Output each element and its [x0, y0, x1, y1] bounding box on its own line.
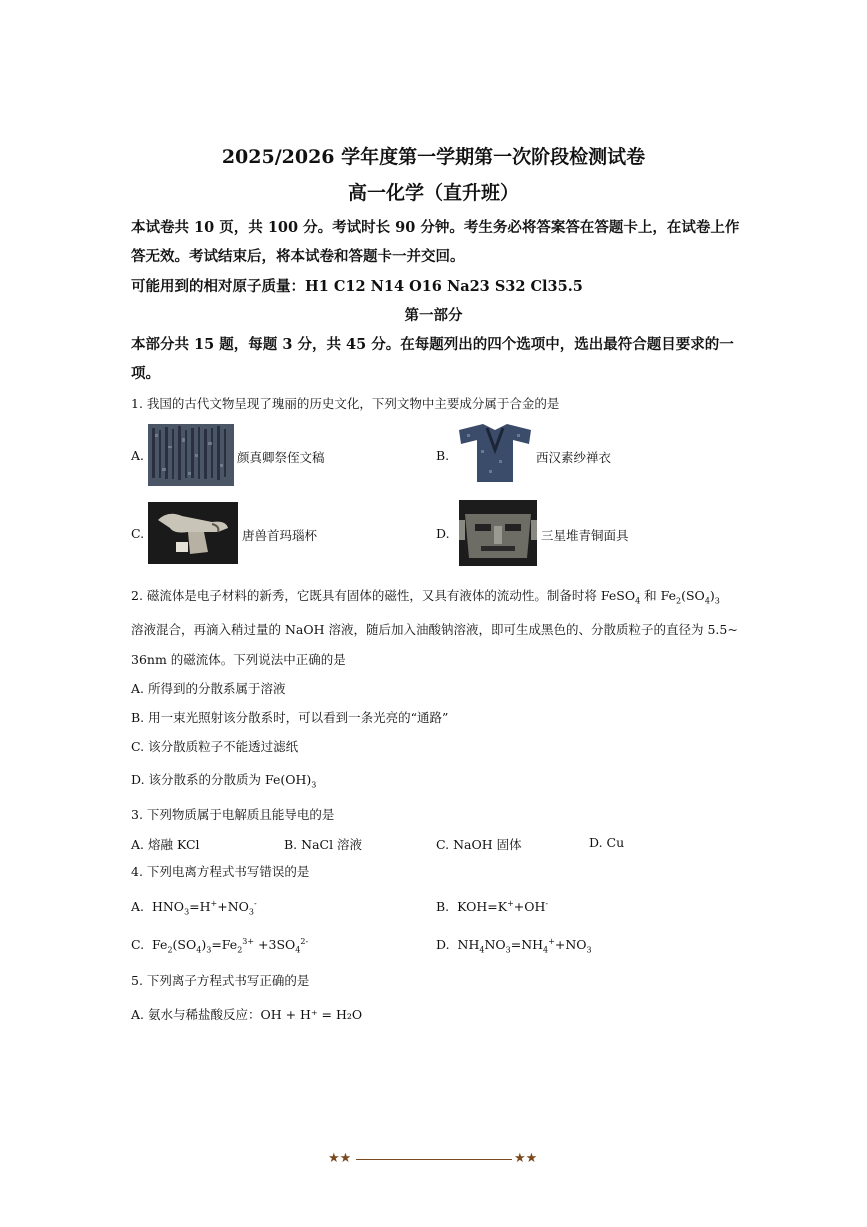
exam-subtitle: 高一化学（直升班） — [347, 182, 519, 204]
q3-option-b: B. NaCl 溶液 — [284, 837, 363, 852]
silk-robe-image — [455, 420, 535, 486]
q2-stem-line-1: 2. 磁流体是电子材料的新秀，它既具有固体的磁性，又具有液体的流动性。制备时将 FeSO$_4$ 和 $Fe_2(SO_4)_3$ — [131, 588, 720, 606]
formula-feso4: FeSO$_4$ — [600, 588, 641, 606]
q3-option-d: D. Cu — [589, 835, 625, 850]
formula-fe2so43: $Fe_2(SO_4)_3$ — [660, 588, 720, 606]
intro-line-1: 本试卷共 10 页，共 100 分。考试时长 90 分钟。考生务必将答案答在答题卡上，在试卷上作 — [131, 219, 740, 236]
q1-option-a-text: 颜真卿祭侄文稿 — [237, 450, 325, 465]
atomic-mass-line: 可能用到的相对原子质量：H1 C12 N14 O16 Na23 S32 Cl35.5 — [131, 278, 583, 295]
agate-cup-image — [148, 502, 238, 564]
footer-stars-right: ★★ — [514, 1151, 538, 1166]
q1-option-c-text: 唐兽首玛瑙杯 — [242, 528, 318, 543]
part-desc-1: 本部分共 15 题，每题 3 分，共 45 分。在每题列出的四个选项中，选出最符合题目要求的一 — [131, 336, 734, 353]
q4-option-b: B. KOH=K++OH- — [436, 899, 549, 915]
q2-stem-line-3: 36nm 的磁流体。下列说法中正确的是 — [131, 652, 346, 667]
q2-option-d: D. 该分散系的分散质为 $Fe(OH)_3$ — [131, 772, 317, 790]
q1-option-a-letter: A. — [131, 448, 145, 463]
q4-option-d: D. $NH_4NO_3=NH_4^++NO_3$ — [436, 937, 592, 955]
q5-option-a: A. 氨水与稀盐酸反应：OH + H⁺ = H₂O — [131, 1007, 363, 1022]
bronze-mask-image — [459, 500, 537, 566]
footer-stars-left: ★★ — [328, 1151, 352, 1166]
q3-option-a: A. 熔融 KCl — [131, 837, 200, 852]
part-desc-2: 项。 — [131, 365, 160, 382]
q5-option-a-equation: OH + H⁺ = H₂O — [260, 1007, 363, 1022]
q1-option-d-text: 三星堆青铜面具 — [541, 528, 629, 543]
q2-stem-line-2: 溶液混合，再滴入稍过量的 NaOH 溶液，随后加入油酸钠溶液，即可生成黑色的、分散质粒子的直径为 5.5~ — [131, 622, 738, 637]
q5-stem: 5. 下列离子方程式书写正确的是 — [131, 973, 310, 988]
q4-option-c: C. $Fe_2(SO_4)_3=Fe_2^{3+} +3SO_4^{2-}$ — [131, 937, 309, 955]
formula-feoh3: $Fe(OH)_3$ — [265, 772, 317, 790]
q2-stem-text: 2. 磁流体是电子材料的新秀，它既具有固体的磁性，又具有液体的流动性。制备时将 — [131, 588, 601, 603]
q1-option-d-letter: D. — [436, 526, 450, 541]
q4-stem: 4. 下列电离方程式书写错误的是 — [131, 864, 310, 879]
q1-stem: 1. 我国的古代文物呈现了瑰丽的历史文化，下列文物中主要成分属于合金的是 — [131, 396, 560, 411]
q1-option-b-text: 西汉素纱禅衣 — [536, 450, 612, 465]
q3-stem: 3. 下列物质属于电解质且能导电的是 — [131, 807, 335, 822]
q2-option-b: B. 用一束光照射该分散系时，可以看到一条光亮的“通路” — [131, 710, 449, 725]
q2-option-c: C. 该分散质粒子不能透过滤纸 — [131, 739, 299, 754]
q1-option-c-letter: C. — [131, 526, 145, 541]
q2-option-a: A. 所得到的分散系属于溶液 — [131, 681, 286, 696]
intro-line-2: 答无效。考试结束后，将本试卷和答题卡一并交回。 — [131, 248, 465, 265]
q1-option-b-letter: B. — [436, 448, 450, 463]
q4-option-a: A. $HNO_3=H^++NO_3^-$ — [131, 899, 257, 917]
manuscript-image — [148, 424, 234, 486]
footer-divider — [356, 1159, 512, 1160]
part-title: 第一部分 — [404, 307, 463, 324]
q3-option-c: C. NaOH 固体 — [436, 837, 522, 852]
exam-title: 2025/2026 学年度第一学期第一次阶段检测试卷 — [221, 146, 646, 168]
